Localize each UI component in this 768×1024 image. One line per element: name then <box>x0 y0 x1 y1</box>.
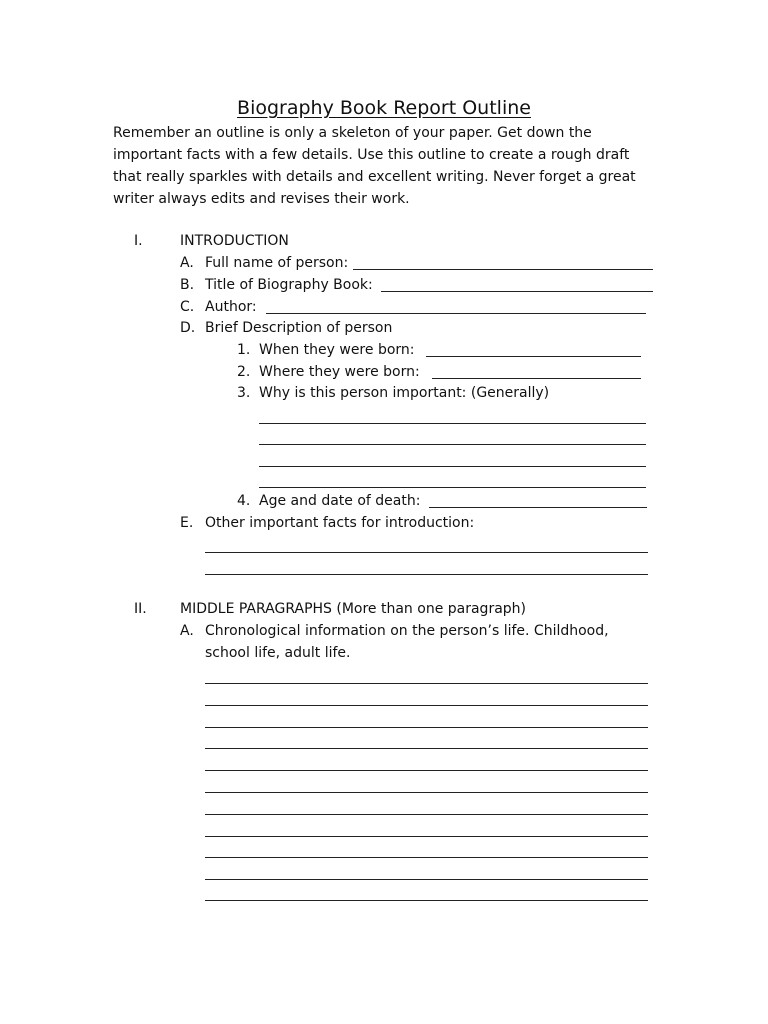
answer-line-importance[interactable] <box>259 423 646 424</box>
answer-line-other-facts[interactable] <box>205 552 648 553</box>
answer-line-importance[interactable] <box>259 487 646 488</box>
item-label: Brief Description of person <box>205 320 393 336</box>
answer-line-importance[interactable] <box>259 444 646 445</box>
item-letter: E. <box>180 515 194 531</box>
answer-line-death[interactable] <box>429 507 647 508</box>
item-label: Title of Biography Book: <box>205 277 373 293</box>
answer-line-book-title[interactable] <box>381 291 653 292</box>
answer-line-chronology[interactable] <box>205 836 648 837</box>
item-letter: C. <box>180 299 195 315</box>
subitem-number: 4. <box>237 493 251 509</box>
answer-line-birth-place[interactable] <box>432 378 641 379</box>
answer-line-chronology[interactable] <box>205 879 648 880</box>
answer-line-chronology[interactable] <box>205 748 648 749</box>
item-label: Other important facts for introduction: <box>205 515 475 531</box>
item-label: Full name of person: <box>205 255 349 271</box>
section-heading: INTRODUCTION <box>180 233 289 249</box>
section-numeral: I. <box>134 233 143 249</box>
answer-line-other-facts[interactable] <box>205 574 648 575</box>
subitem-number: 1. <box>237 342 251 358</box>
intro-line: important facts with a few details. Use this outline to create a rough draft <box>113 147 630 163</box>
answer-line-chronology[interactable] <box>205 683 648 684</box>
answer-line-birth-date[interactable] <box>426 356 641 357</box>
intro-line: Remember an outline is only a skeleton of your paper. Get down the <box>113 125 592 141</box>
subitem-label: When they were born: <box>259 342 415 358</box>
subitem-label: Where they were born: <box>259 364 420 380</box>
answer-line-chronology[interactable] <box>205 814 648 815</box>
answer-line-full-name[interactable] <box>353 269 653 270</box>
item-label: school life, adult life. <box>205 645 351 661</box>
answer-line-chronology[interactable] <box>205 900 648 901</box>
subitem-number: 3. <box>237 385 251 401</box>
answer-line-chronology[interactable] <box>205 727 648 728</box>
answer-line-importance[interactable] <box>259 466 646 467</box>
answer-line-chronology[interactable] <box>205 792 648 793</box>
item-letter: B. <box>180 277 195 293</box>
subitem-number: 2. <box>237 364 251 380</box>
subitem-label: Why is this person important: (Generally) <box>259 385 550 401</box>
page-title: Biography Book Report Outline <box>237 97 531 119</box>
section-heading: MIDDLE PARAGRAPHS (More than one paragraph) <box>180 601 527 617</box>
item-letter: A. <box>180 255 194 271</box>
answer-line-author[interactable] <box>266 313 646 314</box>
item-label: Author: <box>205 299 257 315</box>
item-label: Chronological information on the person’s life. Childhood, <box>205 623 609 639</box>
subitem-label: Age and date of death: <box>259 493 421 509</box>
item-letter: A. <box>180 623 194 639</box>
intro-line: that really sparkles with details and excellent writing. Never forget a great <box>113 169 636 185</box>
intro-line: writer always edits and revises their work. <box>113 191 410 207</box>
section-numeral: II. <box>134 601 147 617</box>
answer-line-chronology[interactable] <box>205 857 648 858</box>
answer-line-chronology[interactable] <box>205 770 648 771</box>
answer-line-chronology[interactable] <box>205 705 648 706</box>
item-letter: D. <box>180 320 196 336</box>
